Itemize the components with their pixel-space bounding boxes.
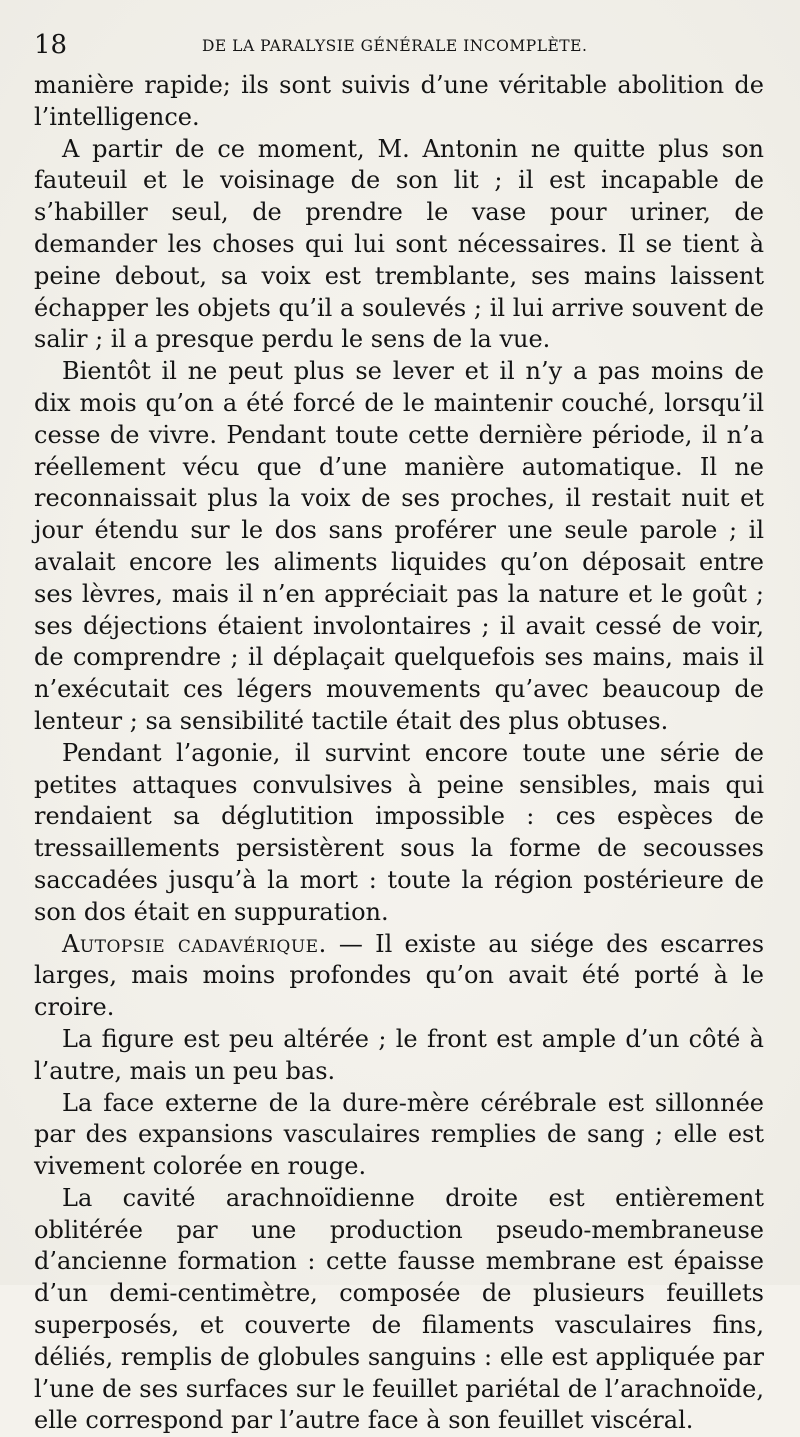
page-header bbox=[34, 30, 764, 60]
autopsy-text: — Il existe au siége des escarres larges, mais moins profondes qu’on avait été porté à le croire. bbox=[34, 929, 765, 1022]
running-head: DE LA PARALYSIE GÉNÉRALE INCOMPLÈTE. bbox=[202, 37, 588, 55]
paragraph: A partir de ce moment, M. Antonin ne quitte plus son fauteuil et le voisinage de son lit ; il est incapable de s’habiller seul, de prendre le vase pour uriner, de demander les choses qui lui sont nécessaires. Il se tient à peine debout, sa voix est tremblante, ses mains laissent échapper les objets qu’il a soulevés ; il lui arrive souvent de salir ; il a presque perdu le sens de la vue. bbox=[34, 134, 764, 354]
paragraph: La figure est peu altérée ; le front est ample d’un côté à l’autre, mais un peu bas. bbox=[34, 1024, 764, 1085]
paragraph: La face externe de la dure-mère cérébrale est sillonnée par des expansions vasculaires remplies de sang ; elle est vivement colorée en rouge. bbox=[34, 1088, 764, 1181]
autopsy-heading: Autopsie cadavérique. bbox=[62, 929, 327, 958]
body-text bbox=[34, 70, 764, 1437]
page-number: 18 bbox=[34, 30, 68, 60]
paragraph: Bientôt il ne peut plus se lever et il n’y a pas moins de dix mois qu’on a été forcé de le maintenir couché, lorsqu’il cesse de vivre. Pendant toute cette dernière période, il n’a réellement vécu que d’une manière automatique. Il ne reconnaissait plus la voix de ses proches, il restait nuit et jour étendu sur le dos sans proférer une seule parole ; il avalait encore les aliments liquides qu’on déposait entre ses lèvres, mais il n’en appréciait pas la nature et le goût ; ses déjections étaient involontaires ; il avait cessé de voir, de comprendre ; il déplaçait quelquefois ses mains, mais il n’exécutait ces légers mouvements qu’avec beaucoup de lenteur ; sa sensibilité tactile était des plus obtuses. bbox=[34, 357, 764, 735]
autopsy-paragraph bbox=[34, 929, 764, 1024]
paragraph: La cavité arachnoïdienne droite est entièrement oblitérée par une production pseudo-membraneuse d’ancienne formation : cette fausse membrane est épaisse d’un demi-centimètre, composée de plusieurs feuillets superposés, et couverte de filaments vasculaires fins, déliés, remplis de globules sanguins : elle est appliquée par l’une de ses surfaces sur le feuillet pariétal de l’arachnoïde, elle correspond par l’autre face à son feuillet viscéral. bbox=[34, 1183, 764, 1435]
paragraph: Pendant l’agonie, il survint encore toute une série de petites attaques convulsives à peine sensibles, mais qui rendaient sa déglutition impossible : ces espèces de tressaillements persistèrent sous la forme de secousses saccadées jusqu’à la mort : toute la région postérieure de son dos était en suppuration. bbox=[34, 738, 764, 926]
paragraph: manière rapide; ils sont suivis d’une véritable abolition de l’intelligence. bbox=[34, 71, 764, 131]
